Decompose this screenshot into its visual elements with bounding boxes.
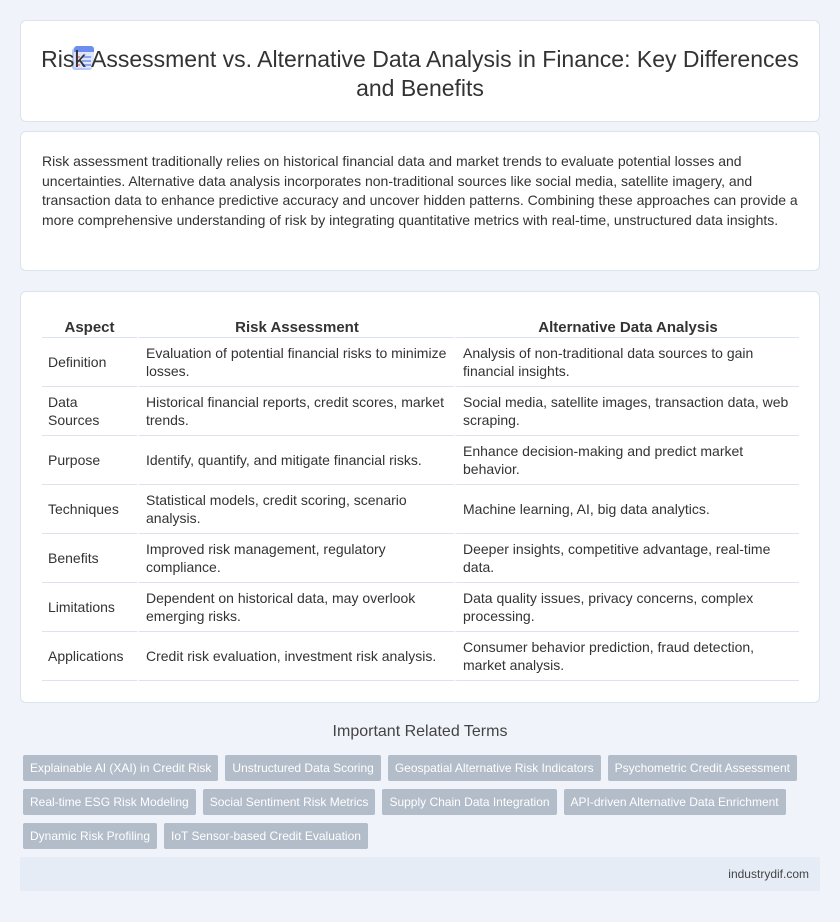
cell-alt: Deeper insights, competitive advantage, real-time data. — [454, 534, 799, 583]
related-term-tag[interactable]: Supply Chain Data Integration — [382, 789, 556, 815]
footer-site-link[interactable]: industrydif.com — [728, 867, 809, 881]
cell-aspect: Definition — [42, 338, 137, 387]
table-row — [42, 534, 799, 583]
table-row — [42, 436, 799, 485]
cell-risk: Evaluation of potential financial risks to minimize losses. — [137, 338, 454, 387]
cell-alt: Consumer behavior prediction, fraud detection, market analysis. — [454, 632, 799, 681]
table-header-row — [42, 314, 799, 338]
header-risk-assessment: Risk Assessment — [137, 314, 454, 338]
cell-aspect: Purpose — [42, 436, 137, 485]
related-term-tag[interactable]: Psychometric Credit Assessment — [608, 755, 797, 781]
related-term-tag[interactable]: Social Sentiment Risk Metrics — [203, 789, 376, 815]
table-row — [42, 387, 799, 436]
related-term-tag[interactable]: Explainable AI (XAI) in Credit Risk — [23, 755, 218, 781]
related-term-tag[interactable]: Real-time ESG Risk Modeling — [23, 789, 196, 815]
cell-alt: Enhance decision-making and predict market behavior. — [454, 436, 799, 485]
table-row — [42, 632, 799, 681]
related-term-tag[interactable]: IoT Sensor-based Credit Evaluation — [164, 823, 368, 849]
cell-risk: Dependent on historical data, may overlook emerging risks. — [137, 583, 454, 632]
cell-risk: Improved risk management, regulatory compliance. — [137, 534, 454, 583]
cell-aspect: Applications — [42, 632, 137, 681]
table-row — [42, 583, 799, 632]
related-term-tag[interactable]: Dynamic Risk Profiling — [23, 823, 157, 849]
related-term-tag[interactable]: Geospatial Alternative Risk Indicators — [388, 755, 601, 781]
cell-risk: Identify, quantify, and mitigate financial risks. — [137, 436, 454, 485]
cell-alt: Data quality issues, privacy concerns, complex processing. — [454, 583, 799, 632]
cell-alt: Machine learning, AI, big data analytics. — [454, 485, 799, 534]
cell-aspect: Benefits — [42, 534, 137, 583]
header-alternative-data: Alternative Data Analysis — [454, 314, 799, 338]
intro-card — [20, 131, 820, 271]
related-terms-title: Important Related Terms — [332, 723, 508, 740]
table-row — [42, 485, 799, 534]
title-card — [20, 20, 820, 122]
cell-risk: Credit risk evaluation, investment risk analysis. — [137, 632, 454, 681]
cell-aspect: Techniques — [42, 485, 137, 534]
comparison-card — [20, 291, 820, 703]
comparison-table — [42, 314, 799, 681]
related-terms-list — [23, 755, 813, 849]
header-aspect: Aspect — [42, 314, 137, 338]
cell-aspect: Limitations — [42, 583, 137, 632]
intro-paragraph: Risk assessment traditionally relies on historical financial data and market trends to evaluate potential losses and uncertainties. Alternative data analysis incorporates non-traditional sources like social media, satellite imagery, and transaction data to enhance predictive accuracy and uncover hidden patterns. Combining these approaches can provide a more comprehensive understanding of risk by integrating quantitative metrics with real-time, unstructured data insights. — [42, 153, 798, 228]
cell-alt: Social media, satellite images, transaction data, web scraping. — [454, 387, 799, 436]
cell-alt: Analysis of non-traditional data sources to gain financial insights. — [454, 338, 799, 387]
related-term-tag[interactable]: API-driven Alternative Data Enrichment — [564, 789, 786, 815]
cell-aspect: Data Sources — [42, 387, 137, 436]
page-title: Risk Assessment vs. Alternative Data Analysis in Finance: Key Differences and Benefits — [41, 46, 799, 101]
related-term-tag[interactable]: Unstructured Data Scoring — [225, 755, 380, 781]
table-row — [42, 338, 799, 387]
cell-risk: Statistical models, credit scoring, scenario analysis. — [137, 485, 454, 534]
cell-risk: Historical financial reports, credit scores, market trends. — [137, 387, 454, 436]
footer — [20, 857, 820, 891]
